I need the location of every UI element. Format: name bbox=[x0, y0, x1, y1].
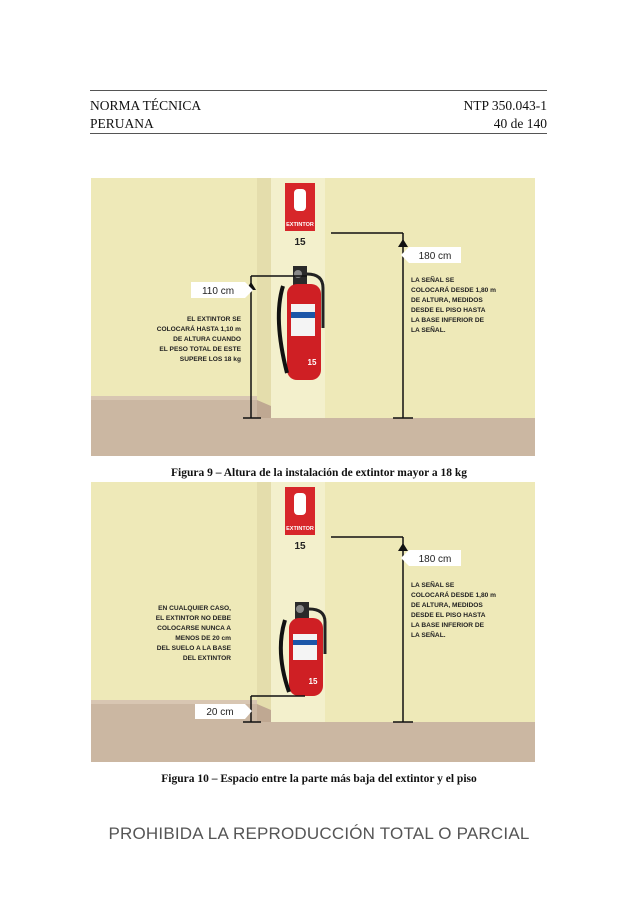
figure-10-svg bbox=[91, 482, 535, 762]
height-tag-180-text: 180 cm bbox=[418, 251, 452, 262]
figure-10-caption: Figura 10 – Espacio entre la parte más baja del extintor y el piso bbox=[161, 773, 477, 785]
sign-extinguisher-icon bbox=[294, 189, 306, 211]
norm-code-line: NTP 350.043-1 bbox=[463, 98, 547, 113]
left-note-line: MENOS DE 20 cm bbox=[175, 635, 231, 642]
column-side bbox=[257, 178, 271, 406]
figure-9-caption: Figura 9 – Altura de la instalación de extintor mayor a 18 kg bbox=[170, 467, 468, 479]
norm-title bbox=[90, 97, 201, 133]
left-note-line: DEL SUELO A LA BASE bbox=[156, 645, 231, 652]
column-side bbox=[257, 482, 271, 710]
sign-label: EXTINTOR bbox=[286, 222, 314, 228]
right-note-line: DE ALTURA, MEDIDOS bbox=[411, 602, 483, 609]
left-note-line: DEL EXTINTOR bbox=[182, 655, 231, 662]
floor-tag-20-text: 20 cm bbox=[206, 707, 234, 718]
norm-title-line2: PERUANA bbox=[90, 116, 154, 131]
right-note-line: LA SEÑAL. bbox=[411, 327, 446, 334]
left-note-line: DE ALTURA CUANDO bbox=[173, 336, 241, 343]
right-note-line: LA SEÑAL SE bbox=[411, 582, 455, 589]
header-bottom-rule bbox=[90, 133, 547, 134]
right-note-line: DE ALTURA, MEDIDOS bbox=[411, 297, 483, 304]
left-note-line: COLOCARÁ HASTA 1,10 m bbox=[156, 326, 241, 333]
right-note-line: COLOCARÁ DESDE 1,80 m bbox=[411, 592, 497, 599]
right-note-line: LA SEÑAL. bbox=[411, 632, 446, 639]
height-tag-110-text: 110 cm bbox=[201, 286, 235, 297]
right-note-line: DESDE EL PISO HASTA bbox=[411, 612, 486, 619]
figure-10-illustration bbox=[91, 482, 535, 762]
page-number: 40 de 140 bbox=[493, 116, 547, 131]
left-note-line: EL EXTINTOR NO DEBE bbox=[155, 615, 231, 622]
baseboard bbox=[91, 700, 257, 704]
header-top-rule bbox=[90, 90, 547, 91]
height-tag-180-text: 180 cm bbox=[418, 554, 452, 565]
left-note-line: SUPERE LOS 18 kg bbox=[179, 356, 241, 363]
right-note-line: LA BASE INFERIOR DE bbox=[411, 317, 485, 324]
figure-9-svg bbox=[91, 178, 535, 456]
sign-number: 15 bbox=[294, 541, 306, 552]
right-note-line: LA SEÑAL SE bbox=[411, 277, 455, 284]
right-note-line: DESDE EL PISO HASTA bbox=[411, 307, 486, 314]
left-note-line: COLOCARSE NUNCA A bbox=[157, 625, 231, 632]
left-note-line: EL PESO TOTAL DE ESTE bbox=[159, 346, 241, 353]
sign-label: EXTINTOR bbox=[286, 526, 314, 532]
sign-extinguisher-icon bbox=[294, 493, 306, 515]
norm-code bbox=[464, 97, 548, 133]
extinguisher-number: 15 bbox=[307, 358, 317, 367]
left-note-line: EL EXTINTOR SE bbox=[187, 316, 241, 323]
copyright-notice: PROHIBIDA LA REPRODUCCIÓN TOTAL O PARCIAL bbox=[108, 824, 530, 843]
right-note-line: COLOCARÁ DESDE 1,80 m bbox=[411, 287, 497, 294]
figure-9-illustration bbox=[91, 178, 535, 456]
extinguisher-number: 15 bbox=[308, 677, 318, 686]
norm-title-line1: NORMA TÉCNICA bbox=[90, 98, 202, 113]
left-note-line: EN CUALQUIER CASO, bbox=[158, 605, 231, 612]
sign-number: 15 bbox=[294, 237, 306, 248]
right-note-line: LA BASE INFERIOR DE bbox=[411, 622, 485, 629]
baseboard bbox=[91, 396, 257, 400]
